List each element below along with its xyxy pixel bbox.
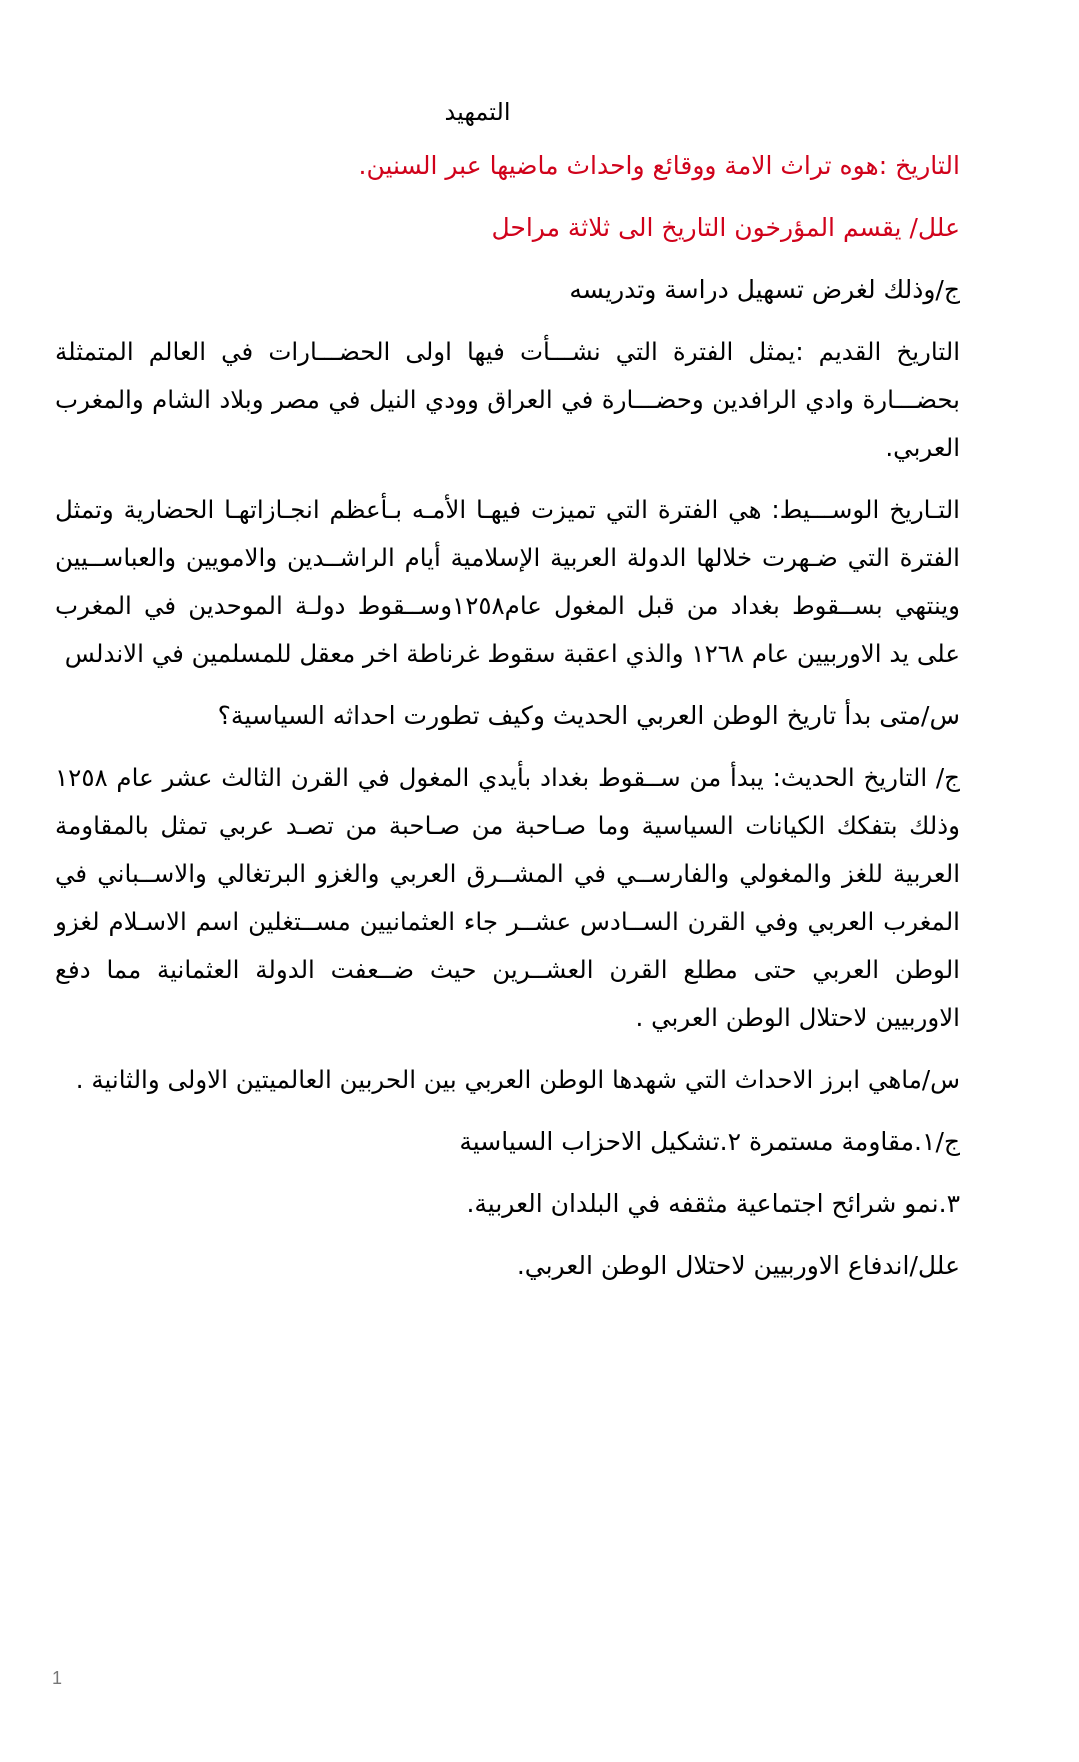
page-number: 1: [52, 1668, 63, 1688]
question-modern-history: س/متى بدأ تاريخ الوطن العربي الحديث وكيف تطورت احداثه السياسية؟: [217, 701, 960, 730]
answer-interwar-events-line-2: ٣.نمو شرائح اجتماعية مثقفه في البلدان العربية.: [466, 1189, 960, 1218]
question-interwar-events: س/ماهي ابرز الاحداث التي شهدها الوطن العربي بين الحربين العالميتين الاولى والثانية .: [75, 1065, 960, 1094]
ancient-history-paragraph: التاريخ القديم :يمثل الفترة التي نشـــأت فيها اولى الحضـــارات في العالم المتمثلة بحضـــارة وادي الرافدين وحضـــارة في العراق وودي النيل في مصر وبلاد الشام والمغرب العربي.: [55, 337, 960, 462]
answer-three-stages: ج/وذلك لغرض تسهيل دراسة وتدريسه: [569, 275, 960, 304]
question-three-stages: علل/ يقسم المؤرخون التاريخ الى ثلاثة مراحل: [491, 213, 960, 242]
history-definition: التاريخ :هوه تراث الامة ووقائع واحداث ماضيها عبر السنين.: [358, 151, 960, 180]
answer-interwar-events-line-1: ج/١.مقاومة مستمرة ٢.تشكيل الاحزاب السياسية: [459, 1127, 960, 1156]
page-title: التمهيد: [444, 98, 511, 126]
medieval-history-paragraph: التـاريخ الوســـيط: هي الفترة التي تميزت فيهـا الأمـه بـأعظم انجـازاتهـا الحضارية وتمثل الفترة التي ضـهرت خلالها الدولة العربية الإسلامية أيام الراشــدين والامويين والعباســيين وينتهي بســقوط بغداد من قبل المغول عام١٢٥٨وســقوط دولـة الموحدين في المغرب على يد الاوربيين عام ١٢٦٨ والذي اعقبة سقوط غرناطة اخر معقل للمسلمين في الاندلس: [55, 495, 960, 668]
question-european-occupation: علل/اندفاع الاوربيين لاحتلال الوطن العربي.: [516, 1251, 960, 1280]
modern-history-paragraph: ج/ التاريخ الحديث: يبدأ من ســقوط بغداد بأيدي المغول في القرن الثالث عشر عام ١٢٥٨ وذلك بتفكك الكيانات السياسية وما صـاحبة من صـاحبة من تصـد عربي تمثل بالمقاومة العربية للغز والمغولي والفارســي في المشــرق العربي والغزو البرتغالي والاســباني في المغرب العربي وفي القرن الســادس عشــر جاء العثمانيين مســتغلين اسم الاسـلام لغزو الوطن العربي حتى مطلع القرن العشــرين حيث ضــعفت الدولة العثمانية مما دفع الاوربيين لاحتلال الوطن العربي .: [55, 763, 960, 1032]
document-body: [55, 92, 960, 1304]
